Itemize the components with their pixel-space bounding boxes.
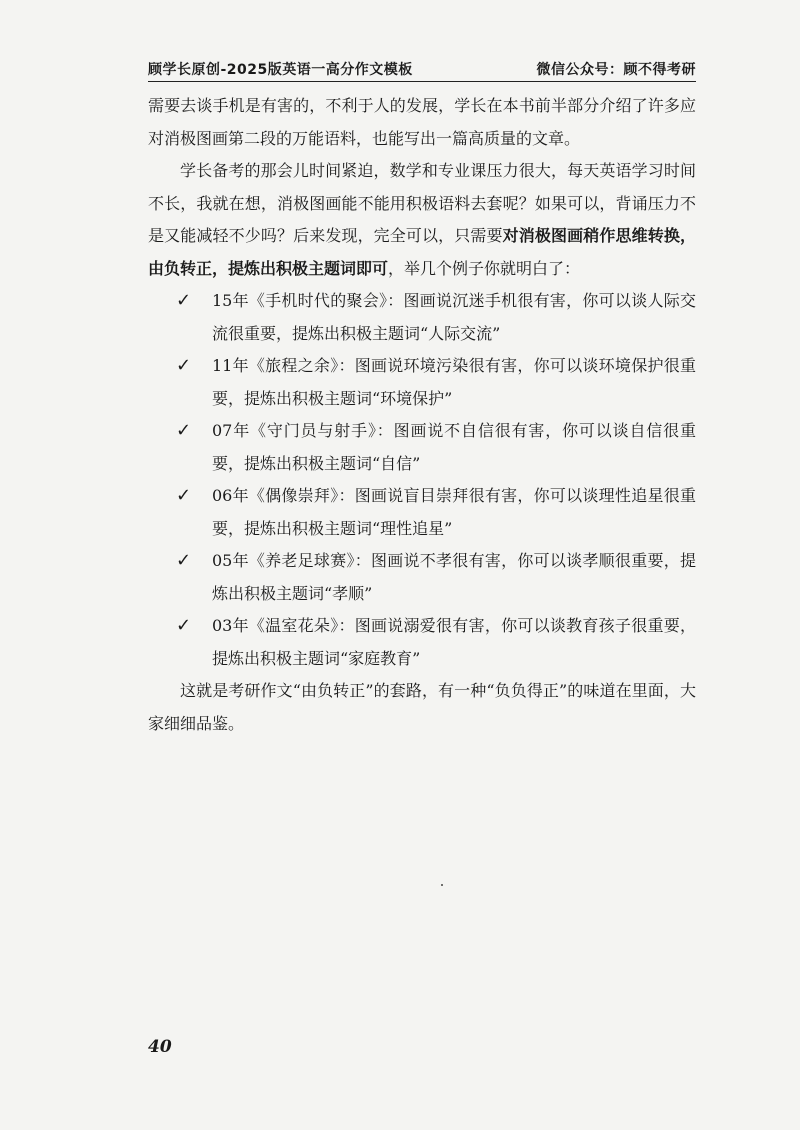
example-list [148,285,696,675]
paragraph-2-end: ，举几个例子你就明白了： [388,258,581,278]
list-item [148,610,696,675]
paragraph-2-text: 学长备考的那会儿时间紧迫，数学和专业课压力很大，每天英语学习时间不长，我就在想，消极图画能不能用积极语料去套呢？如果可以，背诵压力不是又能减轻不少吗？后来发现，完全可以，只需要 [148,161,696,245]
page-number: 40 [148,1037,172,1057]
list-item [148,415,696,480]
list-item-text: 05年《养老足球赛》：图画说不孝很有害，你可以谈孝顺很重要，提炼出积极主题词“孝顺” [212,551,696,603]
header-wechat: 微信公众号：顾不得考研 [536,62,696,78]
paragraph-3: 这就是考研作文“由负转正”的套路，有一种“负负得正”的味道在里面，大家细细品鉴。 [148,681,696,733]
list-item-text: 15年《手机时代的聚会》：图画说沉迷手机很有害，你可以谈人际交流很重要，提炼出积极主题词“人际交流” [212,291,696,343]
list-item [148,480,696,545]
check-icon: ✓ [176,485,192,506]
list-item [148,285,696,350]
check-icon: ✓ [176,290,192,311]
list-item-text: 07年《守门员与射手》：图画说不自信很有害，你可以谈自信很重要，提炼出积极主题词“自信” [212,421,696,473]
list-item [148,350,696,415]
check-icon: ✓ [176,615,192,636]
paragraph-2 [148,155,696,285]
paragraph-2-emphasis: 对消极图画稍作思维转换，由负转正，提炼出积极主题词即可 [148,226,696,278]
page-header [148,56,696,82]
check-icon: ✓ [176,550,192,571]
list-item-text: 11年《旅程之余》：图画说环境污染很有害，你可以谈环境保护很重要，提炼出积极主题词“环境保护” [212,356,696,408]
list-item [148,545,696,610]
list-item-text: 06年《偶像崇拜》：图画说盲目崇拜很有害，你可以谈理性追星很重要，提炼出积极主题词“理性追星” [212,486,696,538]
header-title: 顾学长原创-2025版英语一高分作文模板 [148,62,413,78]
check-icon: ✓ [176,420,192,441]
paragraph-1: 需要去谈手机是有害的，不利于人的发展，学长在本书前半部分介绍了许多应对消极图画第二段的万能语料，也能写出一篇高质量的文章。 [148,96,696,148]
check-icon: ✓ [176,355,192,376]
list-item-text: 03年《温室花朵》：图画说溺爱很有害，你可以谈教育孩子很重要，提炼出积极主题词“家庭教育” [212,616,696,668]
stray-dot [441,884,443,886]
page-body [148,90,696,740]
